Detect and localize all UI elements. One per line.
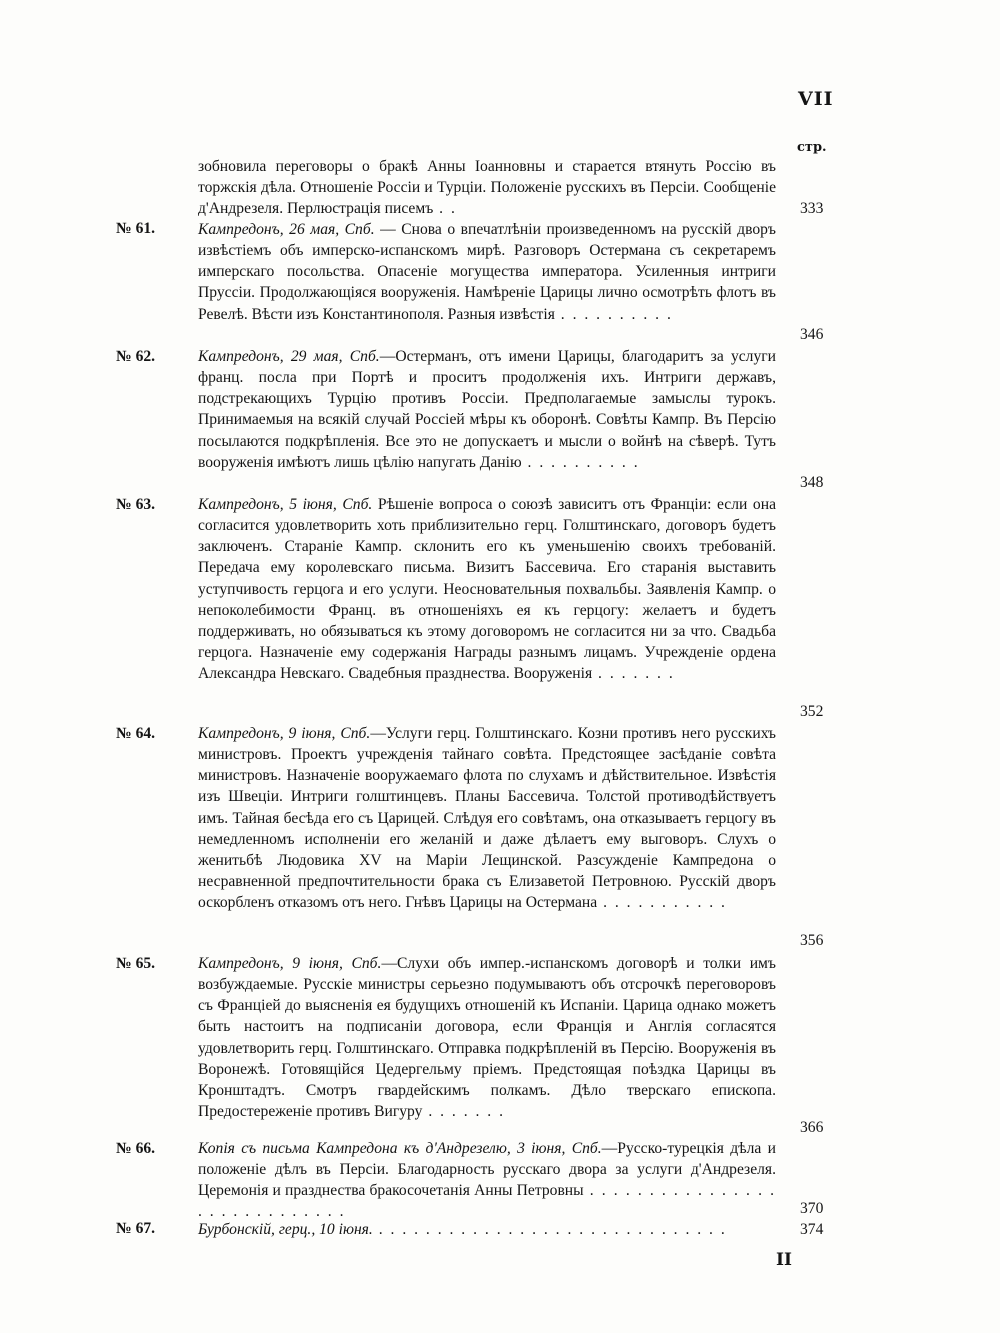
page-column-label: стр. — [797, 140, 827, 155]
page-number: VII — [798, 88, 834, 110]
entry-last-line: Разныя извѣстія — [447, 305, 555, 323]
leader-dots: . . . . . . . . . . — [521, 453, 640, 471]
entry-header: Кампредонъ, 9 іюня, Спб. — [198, 955, 382, 972]
entry-last-line: Петровны — [516, 1182, 584, 1200]
entry-header: Кампредонъ, 29 мая, Спб. — [198, 348, 380, 365]
entry-page-number: 356 — [800, 932, 824, 949]
entry-body: — Снова о впечатлѣніи произведенномъ на русскій дворъ извѣстіемъ объ имперско-испанскомъ мирѣ. Разговоръ Остермана съ секретаремъ имперскаго посольства. Опасеніе могущества императора. Усиленныя интриги Пруссіи. Продолжающіяся вооруженія. Намѣреніе Царицы лично осмотрѣть флотъ въ Ревелѣ. Вѣсти изъ Константинополя. — [198, 221, 776, 323]
entry-number: № 67. — [116, 1220, 156, 1237]
entry-number: № 66. — [116, 1140, 156, 1157]
entry-header: Кампредонъ, 5 іюня, Спб. — [198, 496, 373, 513]
toc-entry-64 — [198, 723, 776, 913]
entry-page-number: 352 — [800, 703, 824, 720]
entry-number: № 61. — [116, 220, 156, 237]
leader-dots: . . . . . . . — [592, 665, 675, 683]
entry-number: № 65. — [116, 955, 156, 972]
entry-last-line: Свадебныя празднества. Вооруженія — [348, 665, 593, 683]
toc-entry-62 — [198, 346, 776, 473]
entry-body: —Остерманъ, отъ имени Царицы, благодаритъ за услуги франц. посла при Портѣ и проситъ продолженія ихъ. Интриги державъ, подстрекающихъ Турцію противъ Россіи. Предполагаемые замыслы турокъ. Принимаемыя на всякій случай Россіей мѣры къ оборонѣ. Совѣты Кампр. Въ Персію посылаются подкрѣпленія. Все это не допускаетъ и мысли о войнѣ на сѣверѣ. Тутъ вооруженія имѣютъ лишь цѣлію напугать — [198, 348, 776, 471]
entry-page-number: 333 — [800, 200, 824, 217]
leader-dots: . . . . . . . . . . . . . . . . . . . . . . . . . . . . . — [198, 1182, 777, 1221]
entry-number: № 64. — [116, 725, 156, 742]
entry-last-line: Гнѣвъ Царицы на Остермана — [405, 894, 598, 912]
printer-signature: II — [776, 1250, 792, 1270]
entry-page-number: 346 — [800, 326, 824, 343]
leader-dots: . . . . . . . . . . . — [597, 894, 727, 912]
entry-number: № 62. — [116, 348, 156, 365]
toc-entry-66 — [198, 1138, 776, 1223]
toc-entry-61 — [198, 219, 776, 325]
entry-body: Рѣшеніе вопроса о союзѣ зависитъ отъ Франціи: если она согласится удовлетворить хоть приблизительно герц. Голштинскаго, договоръ будетъ заключенъ. Стараніе Кампр. склонить его къ уменьшенію своихъ требованій. Передача ему королевскаго письма. Визитъ Бассевича. Его старанія выставить уступчивость герцога и его услуги. Неосновательныя похвальбы. Заявленія Кампр. о непоколебимости Франц. въ отношеніяхъ ея къ герцогу: желаетъ и будетъ поддерживать, но обязываться къ этому договоромъ не согласится ни за что. Свадьба герцога. Назначеніе ему содержанія Награды разнымъ лицамъ. Учрежденіе ордена Александра Невскаго. — [198, 496, 776, 683]
entry-body: зобновила переговоры о бракѣ Анны Іоанновны и старается втянуть Россію въ торжскія дѣла. Отношеніе Россіи и Турціи. Положеніе русскихъ въ Персіи. Сообщеніе д'Андрезеля. Перлюстрація писемъ — [198, 158, 776, 218]
entry-body: —Услуги герц. Голштинскаго. Козни противъ него русскихъ министровъ. Проектъ учрежденія тайнаго совѣта. Предстоящее засѣданіе совѣта министровъ. Назначеніе вооружаемаго флота по слухамъ и дѣйствительное. Извѣстія изъ Швеціи. Интриги голштинцевъ. Планы Бассевича. Толстой противодѣйствуетъ имъ. Тайная бесѣда его съ Царицей. Слѣдуя его совѣтамъ, она отказываетъ герцогу въ немедленномъ исполненіи его желаній и даже дѣлаетъ ему выговоръ. Слухъ о женитьбѣ Людовика XV на Маріи Лещинской. Разсужденіе Кампредона о несравненной предпочтительности брака съ Елизаветой Петровною. Русскій дворъ оскорбленъ отказомъ отъ него. — [198, 725, 776, 912]
entry-body: —Русско-турецкія дѣла и положеніе дѣлъ въ Персіи. Благодарность русскаго двора за услуги д'Андрезеля. Церемонія и празднества бракосочетанія Анны — [198, 1140, 776, 1200]
leader-dots: . . . . . . . . . . . . . . . . . . . . . . . . . . . . . . — [372, 1221, 727, 1238]
entry-header: Бурбонскій, герц., 10 іюня. — [198, 1221, 373, 1238]
entry-number: № 63. — [116, 496, 156, 513]
entry-page-number: 348 — [800, 474, 824, 491]
leader-dots: . . — [433, 200, 457, 218]
entry-page-number: 370 — [800, 1200, 824, 1217]
entry-page-number: 366 — [800, 1119, 824, 1136]
entry-header: Копія съ письма Кампредона къ д'Андрезелю, 3 іюня, Спб. — [198, 1140, 602, 1157]
leader-dots: . . . . . . . — [422, 1103, 505, 1121]
entry-body: —Слухи объ импер.-испанскомъ договорѣ и толки имъ возбуждаемые. Русскіе министры серьезно подумываютъ объ отсрочкѣ переговоровъ съ Франціей до выясненія ея будущихъ отношеній къ Испаніи. Царица однако можетъ быть настоитъ на подписаніи договора, если Франція и Англія согласятся удовлетворить герц. Голштинскаго. Отправка подкрѣпленій въ Персію. Вооруженія въ Воронежѣ. Готовящійся Цедергельму пріемъ. Предстоящая поѣздка Царицы въ Кронштадтъ. Смотръ гвардейскимъ полкамъ. Дѣло тверскаго епископа. — [198, 955, 776, 1099]
entry-header: Кампредонъ, 26 мая, Спб. — [198, 221, 375, 238]
toc-entry-continuation — [198, 156, 776, 219]
leader-dots: . . . . . . . . . . — [554, 305, 673, 323]
entry-header: Кампредонъ, 9 іюня, Спб. — [198, 725, 371, 742]
entry-page-number: 374 — [800, 1221, 824, 1238]
toc-entry-63 — [198, 494, 776, 684]
toc-entry-65 — [198, 953, 776, 1122]
entry-last-line: Данію — [479, 453, 522, 471]
entry-last-line: Предостереженіе противъ Вигуру — [198, 1103, 423, 1121]
toc-entry-67 — [198, 1219, 776, 1240]
